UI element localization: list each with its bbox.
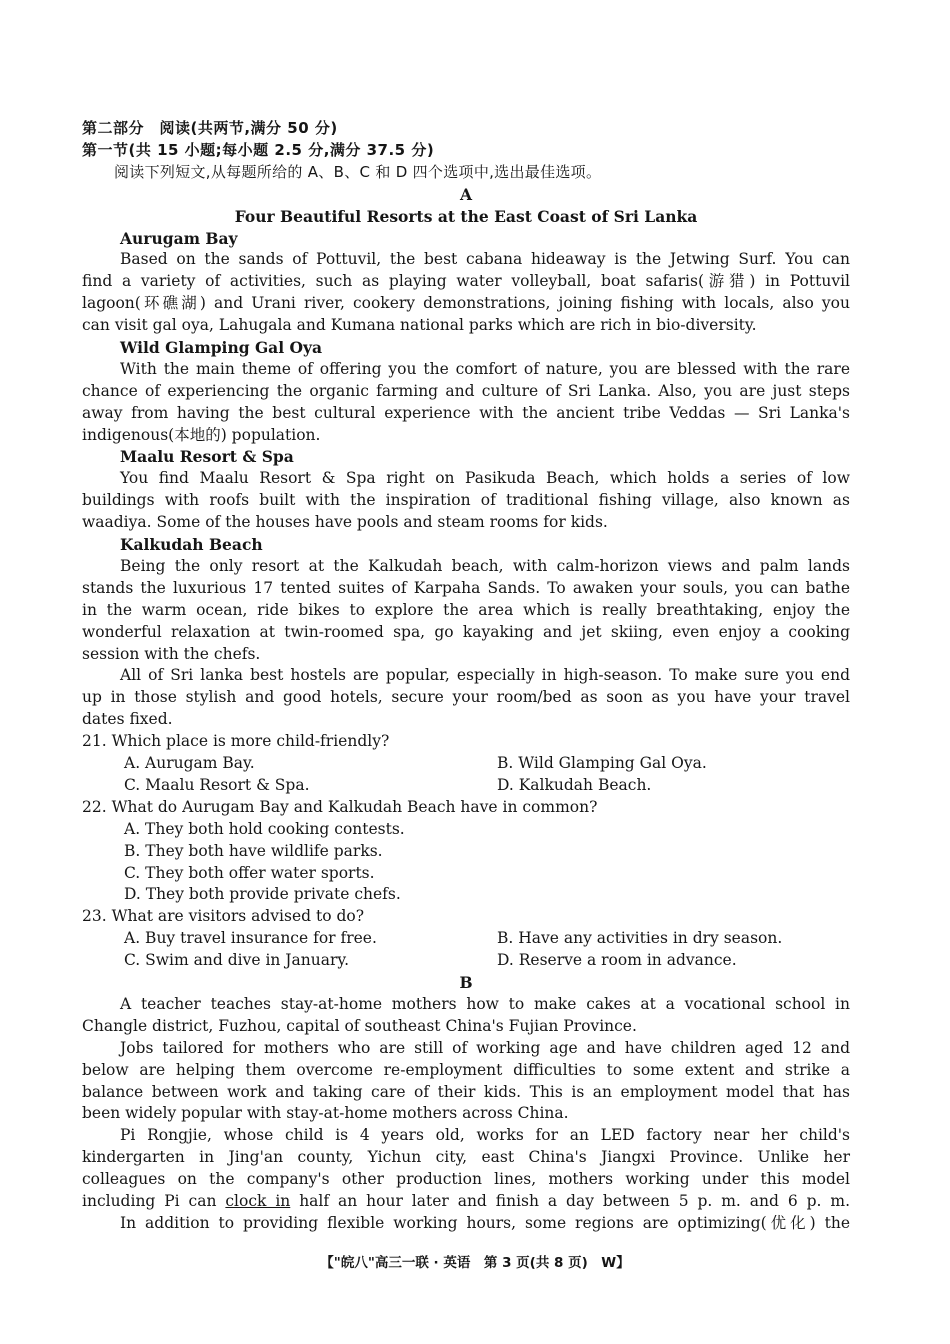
passage-b-paragraph <box>82 1125 850 1234</box>
text-line <box>82 1191 850 1213</box>
resort-heading: Aurugam Bay <box>120 228 238 248</box>
resort-paragraph <box>82 556 850 665</box>
text-line: With the main theme of offering you the comfort of nature, you are blessed with the rare <box>120 359 850 378</box>
text-line: lagoon(环礁湖) and Urani river, cookery demonstrations, joining fishing with locals, also you <box>82 294 850 313</box>
text-line: A teacher teaches stay-at-home mothers how to make cakes at a vocational school in <box>120 994 850 1013</box>
text-line: dates fixed. <box>82 710 173 729</box>
underlined-phrase: clock in <box>225 1191 291 1210</box>
resort-heading: Wild Glamping Gal Oya <box>120 338 323 357</box>
text-line: colleagues on the company's other production lines, mothers working under this model <box>82 1170 850 1189</box>
option-c: C. They both offer water sports. <box>124 863 375 882</box>
option-row <box>82 753 850 775</box>
text-line: can visit gal oya, Lahugala and Kumana national parks which are rich in bio-diversity. <box>82 316 757 335</box>
passage-a-letter: A <box>459 184 473 204</box>
subsection-title: 第一节(共 15 小题;每小题 2.5 分,满分 37.5 分) <box>82 140 435 159</box>
resort-heading: Maalu Resort & Spa <box>120 447 294 467</box>
resort-paragraph <box>82 468 850 534</box>
exam-page <box>82 118 850 1235</box>
text-fragment: half an hour later and finish a day between 5 p. m. and 6 p. m. <box>290 1191 850 1210</box>
text-line: waadiya. Some of the houses have pools and steam rooms for kids. <box>82 513 608 532</box>
resort-heading: Kalkudah Beach <box>120 535 263 555</box>
text-line: in the warm ocean, ride bikes to explore the area which is really breathtaking, enjoy the <box>82 600 850 619</box>
resort-paragraph <box>82 249 850 337</box>
option-b: B. Wild Glamping Gal Oya. <box>497 753 707 772</box>
closing-paragraph <box>82 665 850 731</box>
text-line: Pi Rongjie, whose child is 4 years old, works for an LED factory near her child's <box>120 1126 850 1145</box>
passage-b-letter: B <box>459 973 473 993</box>
option-a: A. Buy travel insurance for free. <box>124 929 377 948</box>
instructions: 阅读下列短文,从每题所给的 A、B、C 和 D 四个选项中,选出最佳选项。 <box>114 162 602 181</box>
text-line: buildings with roofs built with the inspiration of traditional fishing village, also known as <box>82 491 850 510</box>
text-line: been widely popular with stay-at-home mothers across China. <box>82 1104 569 1123</box>
text-line: All of Sri lanka best hostels are popular, especially in high-season. To make sure you end <box>120 666 850 685</box>
option-row <box>82 775 850 797</box>
question-stem: 21. Which place is more child-friendly? <box>82 732 390 751</box>
text-line: wonderful relaxation at twin-roomed spa, go kayaking and jet skiing, even enjoy a cooking <box>82 622 850 641</box>
question-stem: 22. What do Aurugam Bay and Kalkudah Beach have in common? <box>82 797 598 816</box>
text-line: Being the only resort at the Kalkudah beach, with calm-horizon views and palm lands <box>120 556 850 575</box>
text-line: balance between work and taking care of their kids. This is an employment model that has <box>82 1082 850 1101</box>
text-line: Changle district, Fuzhou, capital of southeast China's Fujian Province. <box>82 1016 637 1035</box>
text-fragment: including Pi can <box>82 1191 226 1210</box>
passage-a-title: Four Beautiful Resorts at the East Coast of Sri Lanka <box>234 206 698 226</box>
resort-paragraph <box>82 359 850 447</box>
section-title: 第二部分 阅读(共两节,满分 50 分) <box>82 119 338 137</box>
text-line: away from having the best cultural experience with the ancient tribe Veddas — Sri Lanka's <box>82 403 850 422</box>
passage-b-paragraph <box>82 1038 850 1126</box>
option-d: D. Reserve a room in advance. <box>497 951 737 970</box>
option-row <box>82 928 850 950</box>
option-d: D. They both provide private chefs. <box>124 885 401 904</box>
option-c: C. Swim and dive in January. <box>124 951 349 970</box>
text-line: find a variety of activities, such as playing water volleyball, boat safaris(游猎) in Pottuvil <box>82 272 850 291</box>
text-line: In addition to providing flexible working hours, some regions are optimizing(优化) the <box>120 1213 850 1232</box>
text-line: chance of experiencing the organic farming and culture of Sri Lanka. Also, you are just steps <box>82 381 850 400</box>
text-line: Jobs tailored for mothers who are still of working age and have children aged 12 and <box>120 1038 850 1057</box>
option-b: B. They both have wildlife parks. <box>124 841 383 860</box>
text-line: below are helping them overcome re-employment difficulties to some extent and strike a <box>82 1060 850 1079</box>
option-d: D. Kalkudah Beach. <box>497 775 652 794</box>
passage-b-paragraph <box>82 994 850 1038</box>
text-line: You find Maalu Resort & Spa right on Pasikuda Beach, which holds a series of low <box>120 469 850 488</box>
text-line: stands the luxurious 17 tented suites of Karpaha Sands. To awaken your souls, you can bathe <box>82 578 850 597</box>
option-a: A. They both hold cooking contests. <box>124 819 405 838</box>
text-line: indigenous(本地的) population. <box>82 425 321 444</box>
text-line: Based on the sands of Pottuvil, the best cabana hideaway is the Jetwing Surf. You can <box>120 250 850 269</box>
option-c: C. Maalu Resort & Spa. <box>124 775 310 794</box>
option-row <box>82 950 850 972</box>
text-line: session with the chefs. <box>82 644 261 663</box>
text-line: up in those stylish and good hotels, secure your room/bed as soon as you have your travel <box>82 688 850 707</box>
question-stem: 23. What are visitors advised to do? <box>82 907 365 926</box>
text-line: kindergarten in Jing'an county, Yichun city, east China's Jiangxi Province. Unlike her <box>82 1148 850 1167</box>
page-footer: 【"皖八"高三一联 · 英语 第 3 页(共 8 页) W】 <box>320 1255 630 1271</box>
option-b: B. Have any activities in dry season. <box>497 929 783 948</box>
option-a: A. Aurugam Bay. <box>124 753 255 772</box>
